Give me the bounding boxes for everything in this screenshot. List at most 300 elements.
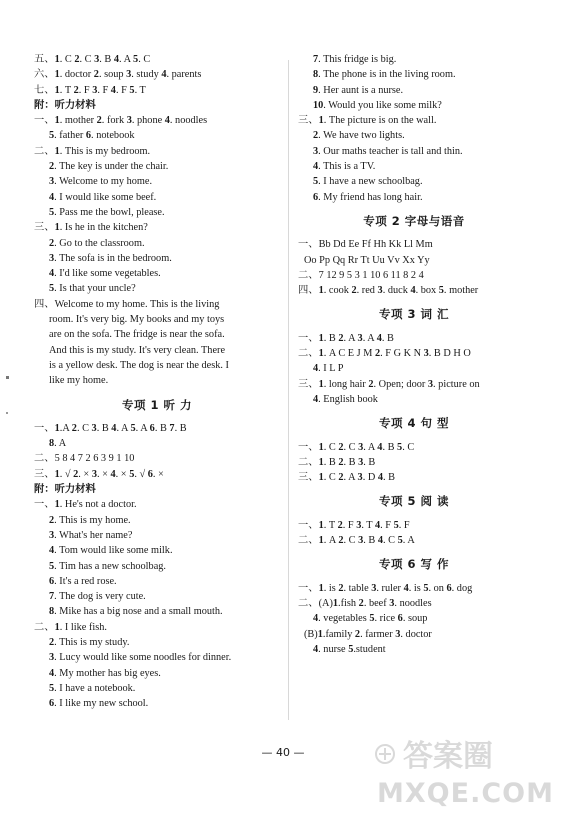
- answer-text: . The sofa is in the bedroom.: [54, 252, 172, 264]
- answer-text: . ruler: [376, 582, 404, 594]
- section-heading: 专项 4 句 型: [378, 416, 449, 431]
- answer-text: . doctor: [59, 69, 94, 81]
- answer-text: . C: [343, 441, 359, 453]
- answer-text: . picture on: [433, 378, 480, 390]
- item-number: 5: [397, 441, 403, 453]
- answer-text: room. It's very big. My books and my toys: [49, 314, 225, 326]
- answer-line: [34, 205, 280, 220]
- answer-text: . A: [343, 472, 358, 484]
- item-number: 9: [313, 84, 319, 96]
- answer-text: . I have a new schoolbag.: [318, 176, 423, 188]
- answer-text: . B: [343, 456, 359, 468]
- answer-text: . B: [323, 332, 339, 344]
- item-number: 1: [318, 348, 324, 360]
- answer-text: . This is a TV.: [318, 161, 376, 173]
- item-number: 6: [49, 575, 55, 587]
- item-number: 2: [338, 472, 344, 484]
- item-number: 2: [73, 468, 79, 480]
- answer-line: [298, 346, 530, 361]
- answer-line: [34, 67, 280, 82]
- item-number: 1: [318, 519, 324, 531]
- item-number: 5: [133, 54, 139, 65]
- answer-text: .A: [59, 422, 72, 434]
- watermark-url: MXQE.COM: [377, 778, 554, 809]
- item-number: 4: [49, 268, 55, 280]
- answer-line: [34, 251, 280, 266]
- item-number: 4: [113, 54, 119, 65]
- item-number: 4: [376, 332, 382, 344]
- answer-text: . red: [356, 285, 378, 297]
- answer-line: [34, 497, 280, 512]
- item-number: 3: [356, 519, 362, 531]
- answer-text: (B): [304, 628, 318, 640]
- answer-line: [298, 470, 530, 485]
- item-number: 1: [54, 422, 60, 434]
- answer-text: . Would you like some milk?: [323, 99, 442, 111]
- answer-text: . We have two lights.: [318, 130, 405, 142]
- answer-text: . A: [135, 422, 150, 434]
- item-number: 1: [318, 332, 324, 344]
- item-number: 5: [49, 206, 55, 218]
- answer-line: [298, 331, 530, 346]
- answer-line: [298, 144, 530, 159]
- answer-text: . I like my new school.: [54, 698, 149, 710]
- item-number: 2: [338, 456, 344, 468]
- answer-text: . phone: [131, 115, 165, 127]
- item-number: 4: [49, 667, 55, 679]
- answer-text: . A: [54, 438, 67, 450]
- item-number: 4: [49, 191, 55, 203]
- item-number: 2: [338, 332, 344, 344]
- item-number: 4: [377, 441, 383, 453]
- answer-line: [298, 128, 530, 143]
- answer-text: . C: [323, 472, 339, 484]
- answer-line: [298, 440, 530, 455]
- item-number: 4: [313, 393, 319, 405]
- answer-line: [34, 528, 280, 543]
- answer-text: . English book: [318, 393, 378, 405]
- answer-line: [298, 611, 530, 626]
- item-number: 2: [71, 422, 77, 434]
- answer-text: . He's not a doctor.: [59, 499, 137, 511]
- answer-text: . My friend has long hair.: [318, 191, 423, 203]
- answer-text: . B: [383, 472, 396, 484]
- item-number: 1: [317, 628, 323, 640]
- item-number: 6: [147, 468, 153, 480]
- answer-line: [298, 268, 530, 283]
- answer-text: . F: [380, 519, 394, 531]
- answer-line: [34, 174, 280, 189]
- item-number: 3: [126, 69, 132, 81]
- answer-line: [34, 559, 280, 574]
- item-number: 7: [313, 54, 319, 65]
- answer-text: . A C E J M: [323, 348, 375, 360]
- answer-line: [34, 98, 280, 113]
- answer-line: [34, 83, 280, 98]
- answer-text: . A: [402, 535, 415, 547]
- item-number: 4: [111, 422, 117, 434]
- answer-line: [298, 67, 530, 82]
- answer-text: 二、: [298, 456, 319, 468]
- answer-line: [34, 482, 280, 497]
- section-heading: 专项 2 字母与语音: [363, 213, 465, 228]
- answer-text: 四、: [298, 285, 319, 297]
- answer-text: . The dog is very cute.: [54, 591, 146, 603]
- answer-text: 二、7 12 9 5 3 1 10 6 11 8 2 4: [298, 269, 424, 281]
- answer-line: [34, 543, 280, 558]
- answer-text: . This is my study.: [54, 636, 130, 648]
- answer-text: . C: [343, 535, 359, 547]
- item-number: 5: [129, 468, 135, 480]
- answer-text: .family: [322, 628, 355, 640]
- answer-text: 一、: [34, 115, 55, 127]
- answer-text: 二、: [34, 145, 55, 157]
- item-number: 4: [403, 582, 409, 594]
- answer-text: 二、(A): [298, 597, 333, 609]
- answer-text: . soup: [98, 69, 127, 81]
- answer-line: [34, 113, 280, 128]
- item-number: 5: [49, 560, 55, 572]
- item-number: 6: [149, 422, 155, 434]
- item-number: 8: [313, 69, 319, 81]
- answer-line: [34, 650, 280, 665]
- answer-text: 三、: [34, 222, 55, 234]
- answer-text: . The picture is on the wall.: [323, 115, 437, 127]
- answer-text: . on: [428, 582, 447, 594]
- answer-line: [298, 83, 530, 98]
- item-number: 5: [348, 643, 354, 655]
- answer-text: like my home.: [49, 375, 109, 387]
- answer-line: [34, 266, 280, 281]
- answer-line: [34, 144, 280, 159]
- item-number: 3: [91, 468, 97, 480]
- answer-text: . Tom would like some milk.: [54, 545, 173, 557]
- item-number: 3: [313, 145, 319, 157]
- answer-text: 三、: [298, 115, 319, 127]
- item-number: 3: [49, 652, 55, 664]
- item-number: 3: [358, 456, 364, 468]
- answer-line: [34, 467, 280, 482]
- answer-text: 三、: [298, 472, 319, 484]
- answer-text: . B: [99, 54, 114, 65]
- answer-text: . Her aunt is a nurse.: [318, 84, 404, 96]
- answer-line: [34, 327, 280, 342]
- answer-line: [298, 596, 530, 611]
- margin-dot: [6, 412, 8, 414]
- answer-text: 二、: [298, 535, 319, 547]
- answer-text: . This fridge is big.: [318, 54, 397, 65]
- item-number: 4: [377, 472, 384, 484]
- answer-text: . B: [96, 422, 112, 434]
- answer-text: 一、: [34, 422, 55, 434]
- answer-text: . T: [323, 519, 338, 531]
- answer-line: [298, 455, 530, 470]
- answer-text: . noodles: [169, 115, 208, 127]
- answer-text: . C: [323, 441, 339, 453]
- item-number: 5: [49, 283, 55, 295]
- item-number: 2: [49, 636, 55, 648]
- answer-text: 一、: [298, 582, 319, 594]
- item-number: 7: [169, 422, 175, 434]
- answer-text: . B: [154, 422, 170, 434]
- answer-text: . ×: [115, 468, 130, 480]
- answer-text: And this is my study. It's very clean. There: [49, 344, 226, 356]
- answer-text: . B D H O: [428, 348, 471, 360]
- item-number: 1: [318, 285, 324, 297]
- answer-text: . √: [59, 468, 74, 480]
- answer-text: 二、5 8 4 7 2 6 3 9 1 10: [34, 453, 135, 465]
- item-number: 1: [318, 535, 324, 547]
- item-number: 4: [110, 84, 116, 96]
- item-number: 2: [49, 237, 55, 249]
- answer-text: . T: [59, 84, 74, 96]
- answer-text: . study: [131, 69, 162, 81]
- item-number: 3: [371, 582, 377, 594]
- item-number: 1: [54, 222, 60, 234]
- answer-line: [298, 533, 530, 548]
- answer-text: 一、: [298, 441, 319, 453]
- answer-text: 二、: [298, 348, 319, 360]
- answer-text: . F G K N: [380, 348, 424, 360]
- item-number: 4: [313, 161, 319, 173]
- answer-text: 一、: [34, 499, 55, 511]
- item-number: 1: [54, 145, 60, 157]
- answer-text: 六、: [34, 69, 55, 81]
- section-heading: 专项 6 写 作: [378, 557, 449, 572]
- item-number: 附：听力材料: [34, 484, 96, 496]
- page-number: — 40 —: [261, 746, 305, 759]
- answer-text: . Is he in the kitchen?: [59, 222, 148, 234]
- answer-text: . duck: [382, 285, 411, 297]
- answer-text: 三、: [34, 468, 55, 480]
- answer-text: . D: [362, 472, 378, 484]
- answer-text: . ×: [78, 468, 92, 480]
- answer-text: . Go to the classroom.: [54, 237, 145, 249]
- item-number: 5: [438, 285, 444, 297]
- item-number: 8: [49, 606, 55, 618]
- answer-line: [34, 343, 280, 358]
- left-column: [34, 52, 280, 711]
- item-number: 2: [74, 54, 80, 65]
- answer-text: . Welcome to my home.: [54, 176, 153, 188]
- item-number: 4: [410, 285, 416, 297]
- answer-text: . C: [402, 441, 415, 453]
- answer-text: . notebook: [91, 130, 135, 142]
- answer-text: . long hair: [323, 378, 369, 390]
- answer-line: [34, 159, 280, 174]
- answer-line: [34, 297, 280, 312]
- answer-line: [34, 52, 280, 67]
- item-number: 4: [49, 545, 55, 557]
- answer-text: . fork: [101, 115, 127, 127]
- answer-text: . table: [343, 582, 372, 594]
- answer-text: 七、: [34, 84, 55, 96]
- answer-text: . C: [76, 422, 92, 434]
- column-divider: [288, 60, 289, 720]
- answer-text: .student: [353, 643, 386, 655]
- answer-text: . Tim has a new schoolbag.: [54, 560, 166, 572]
- answer-text: 五、: [34, 54, 55, 65]
- answer-text: 二、: [34, 621, 55, 633]
- watermark-logo: [373, 732, 558, 810]
- answer-line: [298, 581, 530, 596]
- answer-text: . ×: [152, 468, 164, 480]
- answer-text: . parents: [166, 69, 202, 81]
- item-number: 5: [393, 519, 399, 531]
- item-number: 1: [54, 69, 60, 81]
- answer-line: [298, 642, 530, 657]
- answer-text: . F: [342, 519, 357, 531]
- item-number: 1: [332, 597, 339, 609]
- answer-text: . dog: [451, 582, 473, 594]
- item-number: 2: [338, 535, 344, 547]
- item-number: 1: [318, 456, 324, 468]
- item-number: 4: [313, 363, 319, 375]
- answer-line: [34, 190, 280, 205]
- answer-line: [34, 696, 280, 711]
- answer-text: . doctor: [400, 628, 432, 640]
- item-number: 3: [358, 535, 364, 547]
- answer-text: . beef: [363, 597, 390, 609]
- item-number: 3: [91, 422, 97, 434]
- answer-line: [298, 627, 530, 642]
- item-number: 1: [318, 582, 324, 594]
- answer-line: [34, 589, 280, 604]
- item-number: 4: [313, 643, 319, 655]
- answer-text: . cook: [323, 285, 352, 297]
- section-heading: 专项 5 阅 读: [378, 494, 449, 509]
- item-number: 2: [358, 597, 364, 609]
- answer-text: 三、: [298, 378, 319, 390]
- item-number: 8: [49, 438, 55, 450]
- answer-text: 一、: [298, 332, 319, 344]
- answer-line: [34, 373, 280, 388]
- item-number: 3: [423, 348, 429, 360]
- answer-text: . farmer: [360, 628, 396, 640]
- item-number: 4: [164, 115, 170, 127]
- item-number: 1: [318, 472, 324, 484]
- item-number: 5: [313, 176, 319, 188]
- item-number: 2: [351, 285, 357, 297]
- item-number: 1: [54, 621, 60, 633]
- margin-dot: [6, 376, 9, 379]
- answer-text: 四、Welcome to my home. This is the living: [34, 298, 220, 310]
- answer-text: Oo Pp Qq Rr Tt Uu Vv Xx Yy: [304, 254, 430, 266]
- item-number: 4: [313, 613, 319, 625]
- answer-text: . B: [363, 535, 378, 547]
- item-number: 2: [354, 628, 361, 640]
- item-number: 4: [110, 468, 116, 480]
- answer-text: . B: [363, 456, 376, 468]
- answer-text: . A: [343, 332, 358, 344]
- answer-line: [298, 159, 530, 174]
- answer-text: . B: [174, 422, 187, 434]
- answer-line: [298, 361, 530, 376]
- item-number: 1: [54, 115, 60, 127]
- answer-text: . father: [54, 130, 86, 142]
- answer-text: . I would like some beef.: [54, 191, 157, 203]
- answer-text: are on the sofa. The fridge is near the sofa.: [49, 329, 225, 341]
- answer-text: . T: [134, 84, 146, 96]
- item-number: 2: [96, 115, 102, 127]
- answer-text: . Open; door: [373, 378, 428, 390]
- answer-line: [34, 635, 280, 650]
- answer-line: [298, 174, 530, 189]
- item-number: 2: [337, 519, 343, 531]
- answer-text: . box: [415, 285, 439, 297]
- answer-text: . C: [138, 54, 151, 65]
- item-number: 3: [49, 252, 55, 264]
- item-number: 3: [395, 628, 401, 640]
- answer-text: . Pass me the bowl, please.: [54, 206, 165, 218]
- item-number: 1: [54, 468, 60, 480]
- answer-line: [34, 436, 280, 451]
- answer-line: [34, 620, 280, 635]
- answer-line: [34, 236, 280, 251]
- answer-line: [34, 604, 280, 619]
- answer-text: . vegetables: [318, 613, 370, 625]
- item-number: 1: [318, 441, 324, 453]
- answer-line: [298, 52, 530, 67]
- answer-line: [298, 237, 530, 252]
- answer-line: [34, 513, 280, 528]
- answer-line: [298, 377, 530, 392]
- answer-text: . F: [398, 519, 410, 531]
- item-number: 6: [313, 191, 319, 203]
- item-number: 4: [377, 535, 383, 547]
- item-number: 5: [423, 582, 429, 594]
- item-number: 6: [446, 582, 452, 594]
- answer-line: [34, 666, 280, 681]
- answer-text: . I like fish.: [59, 621, 107, 633]
- answer-text: 一、Bb Dd Ee Ff Hh Kk Ll Mm: [298, 239, 433, 251]
- answer-text: . This is my bedroom.: [59, 145, 151, 157]
- item-number: 6: [85, 130, 92, 142]
- answer-text: . The phone is in the living room.: [318, 69, 456, 81]
- item-number: 2: [49, 161, 55, 173]
- answer-line: [298, 392, 530, 407]
- answer-text: . C: [383, 535, 398, 547]
- answer-text: . What's her name?: [54, 529, 133, 541]
- answer-text: .fish: [338, 597, 359, 609]
- answer-text: . nurse: [318, 643, 349, 655]
- answer-text: . √: [134, 468, 148, 480]
- answer-text: . rice: [374, 613, 398, 625]
- answer-text: . My mother has big eyes.: [54, 667, 161, 679]
- answer-text: is a yellow desk. The dog is near the desk. I: [49, 359, 229, 371]
- answer-text: . Is that your uncle?: [54, 283, 136, 295]
- answer-text: . soup: [402, 613, 428, 625]
- item-number: 2: [313, 130, 319, 142]
- item-number: 5: [397, 535, 403, 547]
- section-heading: 专项 3 词 汇: [378, 307, 449, 322]
- item-number: 3: [49, 176, 55, 188]
- answer-text: . I L P: [318, 363, 344, 375]
- watermark-title: 答案圈: [403, 739, 493, 774]
- item-number: 2: [49, 514, 55, 526]
- item-number: 3: [377, 285, 383, 297]
- answer-text: . noodles: [394, 597, 432, 609]
- answer-text: . A: [116, 422, 131, 434]
- item-number: 2: [73, 84, 79, 96]
- item-number: 2: [338, 441, 344, 453]
- item-number: 5: [49, 682, 55, 694]
- item-number: 4: [161, 69, 167, 81]
- item-number: 1: [54, 84, 60, 96]
- answer-text: . It's a red rose.: [54, 575, 117, 587]
- answer-line: [298, 518, 530, 533]
- answer-text: . I have a notebook.: [54, 682, 136, 694]
